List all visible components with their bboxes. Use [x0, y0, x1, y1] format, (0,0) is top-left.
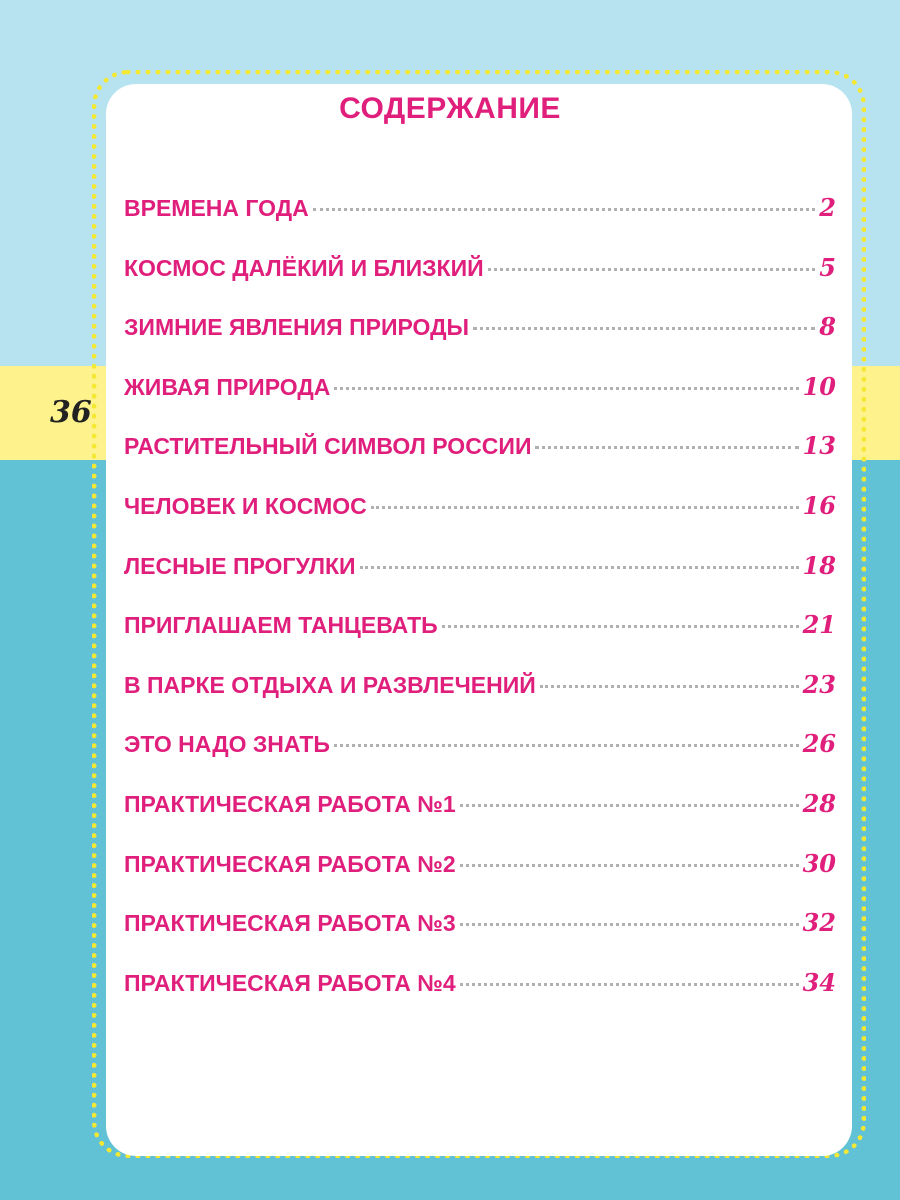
toc-entry-page: 8 [819, 312, 836, 342]
toc-entry[interactable] [124, 849, 836, 909]
toc-dot-leader [540, 685, 799, 688]
toc-entry-label: ВРЕМЕНА ГОДА [124, 195, 309, 221]
toc-dot-leader [460, 983, 799, 986]
toc-entry[interactable] [124, 312, 836, 372]
toc-entry-page: 18 [802, 550, 836, 580]
toc-entry-page: 23 [802, 669, 836, 699]
toc-dot-leader [334, 387, 798, 390]
toc-entry[interactable] [124, 491, 836, 551]
toc-dot-leader [488, 268, 816, 271]
toc-dot-leader [535, 446, 798, 449]
toc-entry-label: В ПАРКЕ ОТДЫХА И РАЗВЛЕЧЕНИЙ [124, 671, 536, 698]
toc-entry-label: ПРАКТИЧЕСКАЯ РАБОТА №1 [124, 790, 456, 817]
toc-title: СОДЕРЖАНИЕ [339, 92, 561, 125]
toc-entry-label: ПРИГЛАШАЕМ ТАНЦЕВАТЬ [124, 612, 438, 639]
toc-entry[interactable] [124, 908, 836, 968]
toc-entry[interactable] [124, 968, 836, 1028]
toc-dot-leader [442, 625, 799, 628]
toc-dot-leader [313, 208, 816, 211]
toc-entry[interactable] [124, 253, 836, 313]
toc-entry-page: 10 [802, 371, 836, 401]
toc-entry-label: ПРАКТИЧЕСКАЯ РАБОТА №3 [124, 910, 456, 937]
toc-dot-leader [371, 506, 799, 509]
toc-dot-leader [360, 566, 799, 569]
toc-entry[interactable] [124, 551, 836, 611]
toc-entry-page: 30 [802, 848, 836, 878]
toc-entry-page: 5 [819, 252, 836, 282]
toc-entry-page: 26 [802, 729, 836, 759]
toc-entry-page: 16 [802, 490, 836, 520]
toc-dot-leader [460, 804, 799, 807]
toc-entry-page: 28 [802, 788, 836, 818]
toc-entry-page: 34 [802, 967, 836, 997]
toc-entry-label: ЧЕЛОВЕК И КОСМОС [124, 492, 367, 519]
toc-list [124, 193, 836, 1027]
toc-entry-page: 13 [802, 431, 836, 461]
toc-entry-label: ЖИВАЯ ПРИРОДА [124, 373, 331, 400]
toc-entry-label: ЭТО НАДО ЗНАТЬ [124, 731, 330, 758]
toc-dot-leader [334, 744, 799, 747]
toc-entry[interactable] [124, 789, 836, 849]
toc-dot-leader [460, 923, 799, 926]
toc-entry-label: ПРАКТИЧЕСКАЯ РАБОТА №4 [124, 969, 456, 996]
toc-entry[interactable] [124, 372, 836, 432]
toc-entry-page: 21 [802, 610, 836, 640]
toc-dot-leader [460, 864, 799, 867]
toc-entry-label: ЛЕСНЫЕ ПРОГУЛКИ [124, 552, 356, 579]
toc-entry-label: ПРАКТИЧЕСКАЯ РАБОТА №2 [124, 850, 456, 877]
toc-entry-label: ЗИМНИЕ ЯВЛЕНИЯ ПРИРОДЫ [124, 314, 470, 341]
toc-entry-page: 2 [819, 193, 836, 222]
toc-dot-leader [473, 327, 815, 330]
toc-entry-label: РАСТИТЕЛЬНЫЙ СИМВОЛ РОССИИ [124, 433, 532, 460]
toc-entry[interactable] [124, 610, 836, 670]
toc-entry-page: 32 [802, 908, 836, 938]
toc-entry-label: КОСМОС ДАЛЁКИЙ И БЛИЗКИЙ [124, 254, 484, 281]
toc-entry[interactable] [124, 729, 836, 789]
page-number: 36 [50, 395, 92, 430]
toc-entry[interactable] [124, 670, 836, 730]
toc-entry[interactable] [124, 431, 836, 491]
toc-entry[interactable] [124, 193, 836, 253]
